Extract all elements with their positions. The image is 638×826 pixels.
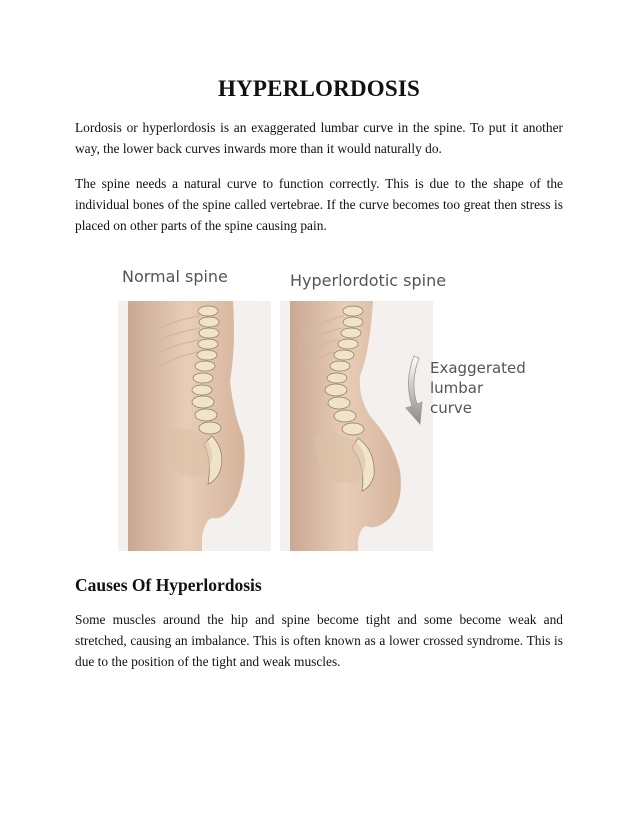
intro-paragraph: Lordosis or hyperlordosis is an exaggerated lumbar curve in the spine. To put it another way, the lower back curves inwards more than it would naturally do.: [75, 120, 563, 156]
spine-illustration: [108, 256, 556, 556]
causes-paragraph: Some muscles around the hip and spine become tight and some become weak and stretched, causing an imbalance. This is often known as a lower crossed syndrome. This is due to the position of the tight and weak muscles.: [75, 612, 563, 669]
hyperlordotic-spine-label: Hyperlordotic spine: [290, 271, 447, 290]
spine-comparison-figure: [108, 256, 556, 556]
normal-spine-panel: [118, 267, 271, 551]
annotation-line-2: lumbar: [430, 379, 484, 397]
annotation-line-1: Exaggerated: [430, 359, 526, 377]
document-title: HYPERLORDOSIS: [218, 76, 420, 101]
annotation-line-3: curve: [430, 399, 473, 417]
normal-spine-label: Normal spine: [122, 267, 228, 286]
curve-paragraph: The spine needs a natural curve to function correctly. This is due to the shape of the individual bones of the spine called vertebrae. If the curve becomes too great then stress is placed on other parts of the spine causing pain.: [75, 176, 563, 233]
section-heading: Causes Of Hyperlordosis: [75, 575, 262, 595]
